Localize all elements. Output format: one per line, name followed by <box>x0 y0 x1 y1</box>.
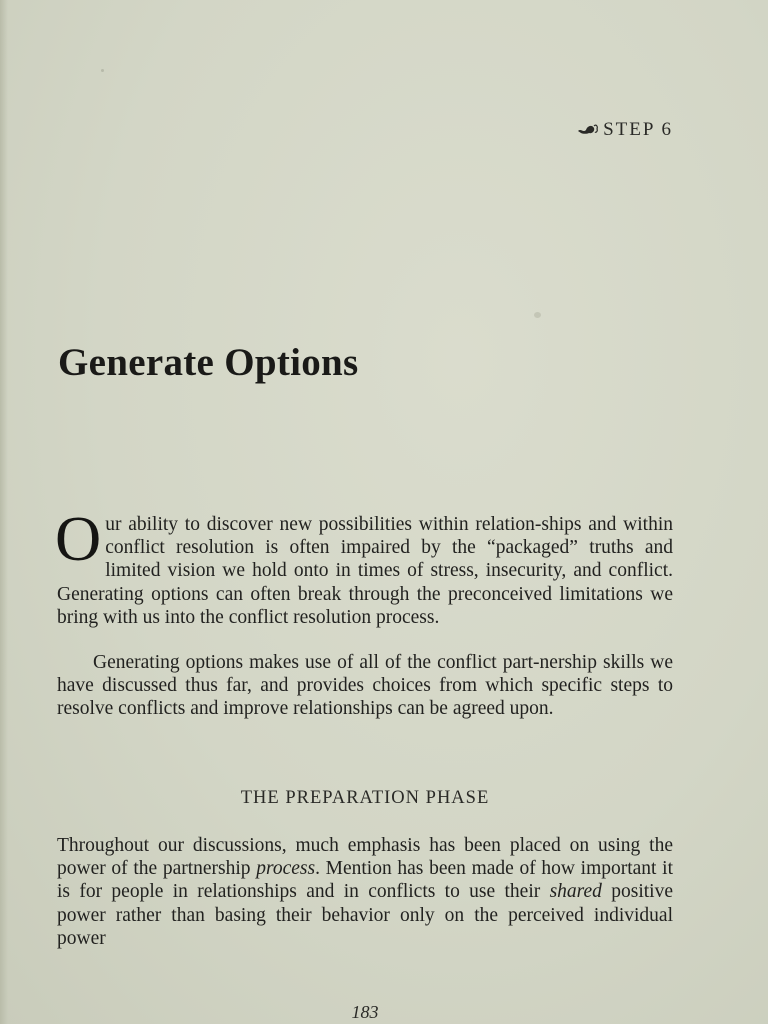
third-paragraph-text-1: Throughout our discussions, much emphasis has been placed on using the power of the partnership <box>57 835 673 880</box>
paper-speck <box>534 312 541 318</box>
second-paragraph <box>57 651 673 721</box>
running-head-label: STEP 6 <box>603 119 673 140</box>
section-heading: THE PREPARATION PHASE <box>240 788 490 808</box>
opening-paragraph <box>55 503 673 629</box>
opening-paragraph-text: ur ability to discover new possibilities within relation-ships and within conflict resolution is often impaired by the “packaged” truths and limited vision we hold onto in times of stress, insecurity, and conflict. Generating options can often break through the preconceived limitations we bring with us into the conflict resolution process. <box>57 514 673 628</box>
emphasis-shared: shared <box>549 881 602 903</box>
chapter-title: Generate Options <box>58 341 359 384</box>
drop-cap: O <box>55 503 102 574</box>
running-head <box>577 119 673 142</box>
third-paragraph-text-3: positive power rather than basing their behavior only on the perceived individual power <box>57 881 674 949</box>
paper-speck <box>101 69 104 72</box>
spine-shadow <box>0 0 8 1024</box>
emphasis-process: process <box>256 858 316 880</box>
third-paragraph <box>57 834 673 950</box>
page-number: 183 <box>351 1002 379 1022</box>
third-paragraph-text-2: . Mention has been made of how important it is for people in relationships and in conflicts to use their <box>57 858 673 903</box>
leaf-ornament-icon <box>577 120 599 142</box>
second-paragraph-text: Generating options makes use of all of the conflict part-nership skills we have discussed thus far, and provides choices from which specific steps to resolve conflicts and improve relationships can be agreed upon. <box>57 652 673 720</box>
